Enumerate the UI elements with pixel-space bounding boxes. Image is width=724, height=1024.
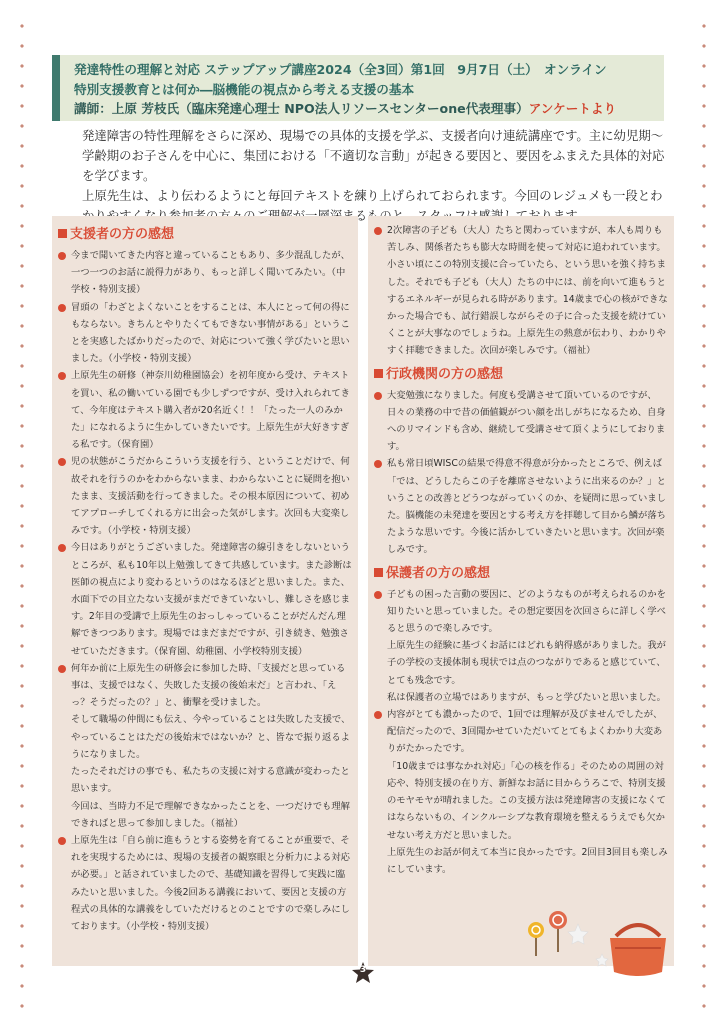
intro-paragraph-1: 発達障害の特性理解をさらに深め、現場での具体的支援を学ぶ、支援者向け連続講座です。主に幼児期～学齢期のお子さんを中心に、集団における「不適切な言動」が起きる要因と、要因をふまえた具体的対応を学びます。 — [82, 128, 665, 183]
square-bullet-icon — [58, 229, 67, 238]
bullet-icon — [58, 372, 66, 380]
comment-text: 大変勉強になりました。何度も受講させて頂いているのですが、日々の業務の中で昔の価値観がつい顔を出しがちになるため、自身へのリマインドも含め、継続して受講させて頂くようにしております。 — [387, 389, 666, 453]
comment-text-continued: 今回は、当時力不足で理解できなかったことを、一つだけでも理解できればと思って参加しました。（福祉） — [71, 800, 350, 829]
comment-text-continued: そして職場の仲間にも伝え、今やっていることは失敗した支援で、やっていることはただの後始末ではないか？と、皆なで振り返るようになりました。 — [71, 714, 351, 760]
title-line-3 — [74, 99, 656, 119]
section-heading-guardians: 保護者の方の感想 — [374, 565, 668, 583]
comment-item — [58, 299, 352, 368]
right-column — [368, 216, 674, 966]
comment-text: 上原先生の研修（神奈川幼稚園協会）を初年度から受け、テキストを買い、私の働いている園でも少しずつですが、受け入れられてきて、今年度はテキスト購入者が20名近く！！「たった一人のみかた」になれるように生かしていきたいです。上原先生が大好きすぎる私です。（保育園） — [71, 370, 350, 451]
government-comments — [374, 387, 668, 559]
section-heading-government: 行政機関の方の感想 — [374, 366, 668, 384]
survey-tag: アンケートより — [528, 101, 617, 116]
comment-item — [374, 706, 668, 878]
comment-item — [374, 455, 668, 558]
comment-text: 上原先生は「自ら前に進もうとする姿勢を育てることが重要で、それを実現するためには、現場の支援者の観察眼と分析力による対応が必要。」と話されていましたので、基礎知識を習得して実践に臨みたいと思いました。今後2回ある講義において、要因と支援の方程式の具体的な講義をしていただけるとのことですので楽しみにしております。（小学校・特別支援） — [71, 834, 350, 932]
square-bullet-icon — [374, 568, 383, 577]
section-heading-supporters: 支援者の方の感想 — [58, 226, 352, 244]
comment-item — [58, 832, 352, 935]
bullet-icon — [58, 544, 66, 552]
supporters-comments-continued — [374, 222, 668, 360]
comment-text-continued: 上原先生の経験に基づくお話にはどれも納得感がありました。我が子の学校の支援体制も現状では点のつながりであると感じていて、とても残念です。 — [387, 640, 666, 686]
comment-text-continued: 上原先生のお話が伺えて本当に良かったです。2回目3回目も楽しみにしています。 — [387, 846, 668, 875]
guardians-comments — [374, 586, 668, 878]
comment-item — [374, 586, 668, 706]
candy-basket-illustration — [520, 908, 670, 978]
intro-paragraph-2: 上原先生は、より伝わるようにと毎回テキストを練り上げられておられます。今回のレジュメも一段とわ まるも — [82, 188, 663, 223]
bullet-icon — [58, 665, 66, 673]
lecturer-info: 講師：上原 芳枝氏（臨床発達心理士 NPO法人リソースセンターone代表理事） — [74, 101, 529, 116]
bullet-icon — [58, 458, 66, 466]
comment-text-continued: 「10歳までは事なかれ対応」「心の核を作る」そのための周囲の対応や、特別支援の在り方、新鮮なお話に目からうろこで、特別支援のモヤモヤが晴れました。この支援方法は発達障害の支援になくてはならないもの、インクルーシブな教育環境を整えるうえでも欠かせない考え方だと思いました。 — [387, 760, 666, 841]
comment-text: 児の状態がこうだからこういう支援を行う、ということだけで、何故それを行うのかをわからないまま、わからないことに疑問を抱いたまま、支援活動を行ってきました。その根本原因について、初めてアプローチしてくれる方に出会った気がします。次回も大変楽しみです。（小学校・特別支援） — [71, 456, 350, 537]
supporters-comments — [58, 247, 352, 935]
comment-item — [58, 367, 352, 453]
comment-text: 内容がとても濃かったので、1回では理解が及びませんでしたが、配信だったので、3回聞かせていただいてとてもよくわかり大変ありがたかったです。 — [387, 709, 663, 755]
dotted-border-left — [18, 16, 26, 1008]
comment-item — [58, 247, 352, 299]
comment-text: 2次障害の子ども（大人）たちと関わっていますが、本人も周りも苦しみ、関係者たちも膨大な時間を使って対応に追われています。小さい頃にこの特別支援に合っていたら、という思いを強く持ちました。それでも子ども（大人）たちの中には、前を向いて進もうとするエネルギーが見られる時があります。14歳まで心の核ができなかった場合でも、試行錯誤しながらその子に合った支援を続けていくことが大事なのでしょうね。上原先生の熱意が伝わり、わかりやすく拝聴できました。次回が楽しみです。（福祉） — [387, 225, 668, 357]
comment-item — [374, 387, 668, 456]
comment-text: 私も常日頃WISCの結果で得意不得意が分かったところで、例えば「では、どうしたらこの子を離席させないように出来るのか？」ということの改善とどうつながっていくのか、を疑問に思っていました。脳機能の未発達を要因とする考え方を拝聴して目から鱗が落ちたような思いです。今後に活かしていきたいと思います。次回が楽しみです。 — [387, 458, 666, 556]
page-number: 3 — [359, 965, 367, 975]
title-line-2: 特別支援教育とは何か―脳機能の視点から考える支援の基本 — [74, 81, 415, 97]
bullet-icon — [374, 227, 382, 235]
page-number-star — [352, 962, 374, 984]
title-box — [52, 55, 664, 121]
comment-item — [58, 539, 352, 659]
comment-text-continued: 私は保護者の立場ではありますが、もっと学びたいと思いました。 — [387, 691, 666, 703]
comment-text-continued: たったそれだけの事でも、私たちの支援に対する意識が変わったと思います。 — [71, 766, 350, 795]
left-column — [52, 216, 358, 966]
dotted-border-right — [700, 16, 708, 1008]
comment-text: 子どもの困った言動の要因に、どのようなものが考えられるのかを知りたいと思っていました。その想定要因を次回さらに詳しく学べると思うので楽しみです。 — [387, 588, 666, 635]
comment-text: 今日はありがとうございました。発達障害の線引きをしないというところが、私も10年以上勉強してきて共感しています。また診断は医師の視点により変わるというのはなるほどと思いました。また、水面下での目立たない支援がまだできていないし、難しさを感じます。2年目の受講で上原先生のおっしゃっていることがだんだん理解できつつあります。現場ではまだまだですが、引き続き、勉強させていただきます。（保育園、幼稚園、小学校特別支援） — [71, 542, 352, 657]
bullet-icon — [374, 591, 382, 599]
intro-text — [82, 126, 672, 226]
bullet-icon — [58, 252, 66, 260]
bullet-icon — [374, 460, 382, 468]
bullet-icon — [374, 711, 382, 719]
bullet-icon — [374, 392, 382, 400]
comment-text: 何年か前に上原先生の研修会に参加した時、「支援だと思っている事は、支援ではなく、失敗した支援の後始末だ」と言われ、「えっ？そうだったの？」と、衝撃を受けました。 — [71, 662, 346, 709]
comment-item — [58, 660, 352, 832]
comment-text: 今まで聞いてきた内容と違っていることもあり、多少混乱したが、一つ一つのお話に説得力があり、もっと詳しく聞いてみたい。（中学校・特別支援） — [71, 250, 350, 296]
comment-item — [374, 222, 668, 360]
bullet-icon — [58, 837, 66, 845]
title-line-1: 発達特性の理解と対応 ステップアップ講座2024（全3回）第1回 9月7日（土） オンライン — [74, 62, 607, 77]
comment-text: 冒頭の「わざとよくないことをすることは、本人にとって何の得にもならない。きちんとやりたくてもできない事情がある」ということを実感したばかりだったので、対応について強く学びたいと思いました。（小学校・特別支援） — [71, 301, 350, 365]
bullet-icon — [58, 304, 66, 312]
comment-item — [58, 453, 352, 539]
square-bullet-icon — [374, 369, 383, 378]
